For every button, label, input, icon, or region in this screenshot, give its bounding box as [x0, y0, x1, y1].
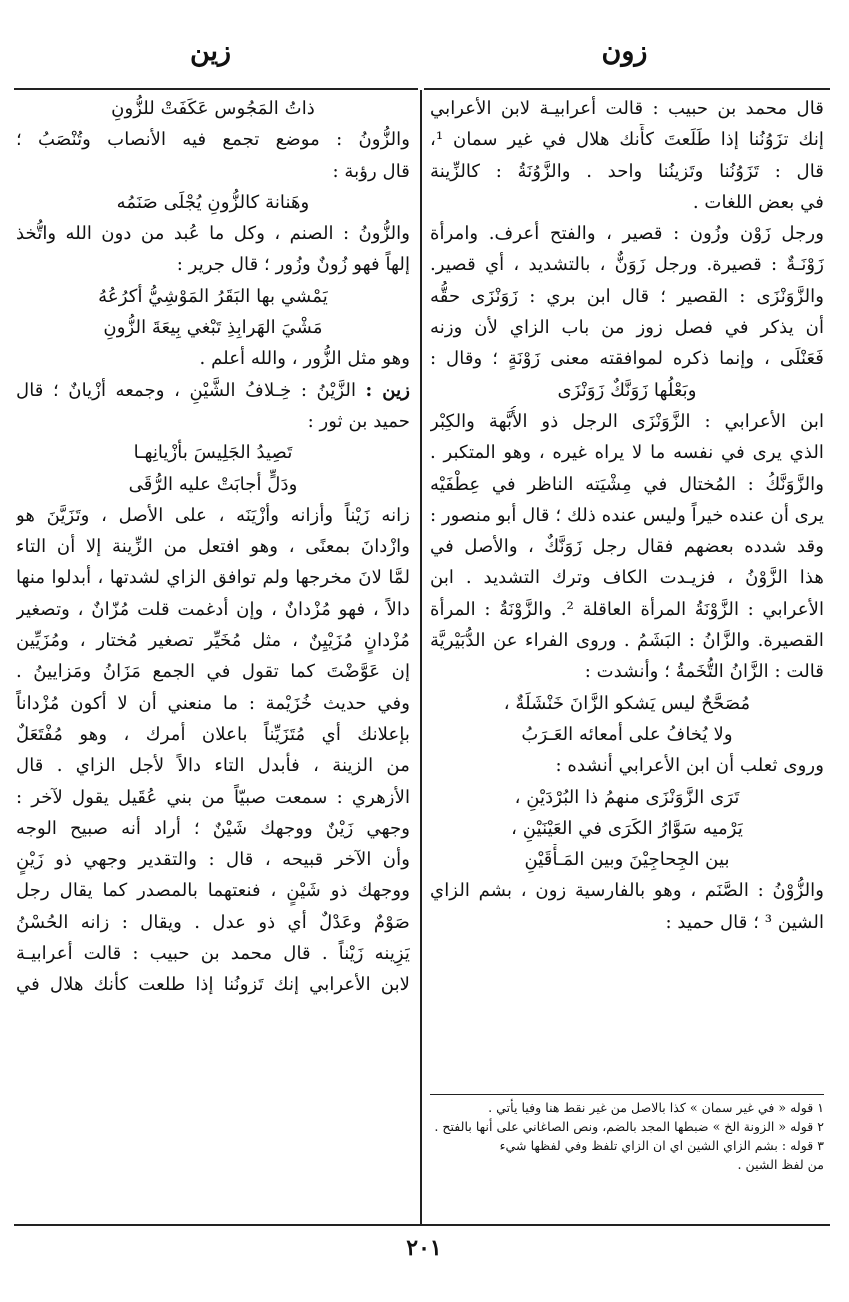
right-column-text — [430, 93, 824, 1093]
text-line: صَوْمٌ وعَدْلٌ أي ذو عدل . ويقال : زانه الحُسْنُ — [16, 911, 410, 933]
text-line: الأعرابي : الزَّوْنَةُ المرأة العاقلة ². والزَّوْنَةُ : المرأة — [430, 598, 824, 620]
footnotes — [430, 1098, 824, 1174]
verse-line: بين الجِحاجِيْنَ وبين المَـأْقَيْنِ — [524, 849, 730, 871]
text-line: مُزْدانٍ مُزَيْيِنٌ ، مثل مُخَيِّر تصغير مُختار ، ومُزَيِّين — [16, 630, 410, 652]
footnote-line: ٣ قوله : بشم الزاي الشين اي ان الزاي تلفظ وفي لفظها شيء — [499, 1138, 824, 1153]
text-line: هذا الزَّوْنُ ، فزيـدت الكاف وترك التشديد . ابن — [430, 567, 824, 589]
text-line: وأن الآخر قبيحه ، قال : والتقدير وجهي ذو زَيْنٍ — [16, 849, 410, 871]
footnote-line: ٢ قوله « الزونة الخ » ضبطها المجد بالضم، ونص الصاغاني على أنها بالفتح . — [434, 1119, 824, 1134]
text-line: والزَّوَنْزَى : القصير ؛ قال ابن بري : زَوَنْزَى حقُّه — [430, 285, 824, 307]
text-line: فَعَنْلَى ، وإنما ذكره لموافقته معنى زَوْنَةٍ ؛ وقال : — [430, 348, 824, 370]
right-column-header: زون — [601, 36, 648, 67]
text-line: وجهي زَيْنٌ ووجهك شَيْنٌ ؛ أراد أنه صبيح الوجه — [16, 817, 410, 839]
text-line: قال رؤبة : — [332, 160, 410, 182]
text-line: والزَّوَنَّكُ : المُختال في مِشْيَته الناظر في عِطْفَيْه — [430, 473, 824, 495]
text-line: يرى أن عنده خيراً وليس عنده ذلك ؛ قال أبو منصور : — [430, 504, 824, 526]
page-number: ٢٠١ — [406, 1235, 442, 1261]
verse-line: ذاتُ المَجُوس عَكَفَتْ للزُّونِ — [111, 98, 315, 119]
verse-line: مَشْيَ الهَرابِذِ تَبْغي بِيعَةَ الزُّونِ — [103, 317, 323, 339]
text-line: والزُّونُ : موضع تجمع فيه الأنصاب وتُنْصَبُ ؛ — [16, 129, 410, 151]
verse-line: وهَنانة كالزُّونِ يُجْلَى صَنَمُه — [116, 191, 310, 213]
left-column-header: زين — [189, 36, 232, 67]
text-line: ووجهك ذو شَيْنٍ ، فنعتهما بالمصدر كما يقال رجل — [16, 880, 410, 902]
footnote-line: ١ قوله « في غير سمان » كذا بالاصل من غير نقط هنا وفيا يأتي . — [488, 1100, 824, 1115]
text-line: زين : الزَّيْنُ : خِـلافُ الشَّيْنِ ، وجمعه أزْيانٌ ؛ قال — [16, 379, 410, 401]
text-line: لمَّا لانَ مخرجها ولم توافق الزاي لشدتها ، أبدلوا منها — [16, 567, 410, 589]
text-line: أن يذكر في فصل زوز من باب الزاي لأن وزنه — [430, 317, 824, 339]
text-line: والزُّوْنُ : الصَّنَم ، وهو بالفارسية زون ، بشم الزاي — [430, 880, 824, 902]
text-line: ورجل زَوْن وزُون : قصير ، والفتح أعرف. وامرأة — [430, 223, 824, 245]
column-divider — [420, 90, 422, 1225]
text-line: زانه زَيْناً وأزانه وأزْيَنَه ، على الأصل ، وتَزَيَّنَ هو — [16, 504, 410, 526]
text-line: دالاً ، فهو مُزْدانٌ ، وإن أدغمت قلت مُزّانٌ ، وتصغير — [16, 598, 410, 620]
verse-line: يَرْميه سَوَّارُ الكَرَى في العَيْنَيْنِ ، — [511, 817, 743, 839]
text-line: القصيرة. والزَّانُ : البَشَمُ . وروى الفراء عن الدُّبَيْريَّة — [430, 630, 824, 652]
text-line: حميد بن ثور : — [307, 410, 410, 432]
verse-line: ودَلٍّ أجابَتْ عليه الرُّقَى — [128, 473, 298, 495]
text-line: قالت : الزَّانُ التُّخَمةُ ؛ وأنشدت : — [584, 661, 824, 683]
text-line: الشين ³ ؛ قال حميد : — [665, 911, 824, 933]
text-line: وهو مثل الزُّور ، والله أعلم . — [199, 348, 410, 370]
text-line: إنك تزَوُنُنا إذا طَلَعتَ كأَنك هلال في غير سمان ¹، — [430, 129, 824, 151]
footnote-rule — [430, 1094, 824, 1095]
bottom-rule — [14, 1224, 830, 1226]
text-line: والزُّونُ : الصنم ، وكل ما عُبد من دون الله واتُّخذ — [16, 223, 410, 245]
verse-line: يَمْشي بها البَقَرُ المَوْشِيُّ أكرُعُهُ — [98, 285, 328, 307]
entry-headword: زين : — [365, 379, 410, 401]
header-rule-right — [424, 88, 830, 90]
verse-line: مُصَحَّحٌ ليس يَشكو الزَّانَ خَنْشَلَةٌ ، — [503, 692, 751, 714]
text-line: من الزينة ، فأبدل التاء دالاً لأجل الزاي . قال — [16, 755, 410, 777]
text-line: وازْدانَ بمعنًى ، وهو افتعل من الزِّينة إلا أن التاء — [16, 536, 410, 558]
text-line: قال محمد بن حبيب : قالت أعرابيـة لابن الأعرابي — [430, 98, 824, 119]
text-line: قال : تَزَوُنُنا وتَزينُنا واحد . والزَّوُنَةُ : كالزِّينة — [430, 160, 824, 182]
text-line: ابن الأعرابي : الزَّوَنْزَى الرجل ذو الأُبَّهة والكِبْر — [430, 410, 824, 432]
verse-line: تَصِيدُ الجَلِيسَ بأزْيانِهـا — [133, 442, 293, 464]
verse-line: وبَعْلُها زَوَنَّكٌ زَوَنْزَى — [557, 379, 697, 401]
text-line: وفي حديث خُزَيْمة : ما منعني أن لا أكون مُزْداناً — [16, 692, 410, 714]
text-line: إن عَوَّضْتَ كما تقول في الجمع مَزَانُ ومَزايينُ . — [16, 661, 410, 683]
left-column-text — [16, 93, 410, 1221]
text-line: زَوْنَـةٌ : قصيرة. ورجل زَوَنٌّ ، بالتشديد ، أي قصير. — [430, 254, 824, 276]
footnote-line: من لفظ الشين . — [737, 1157, 824, 1172]
text-line: يَزِينه زَيْناً . قال محمد بن حبيب : قالت أعرابيـة — [16, 943, 410, 965]
text-line: وروى ثعلب أن ابن الأعرابي أنشده : — [555, 755, 824, 777]
header-rule-left — [14, 88, 418, 90]
text-line: وقد شدده بعضهم فقال رجل زَوَنَّكٌ ، والأصل في — [430, 536, 824, 558]
text-line: إلهاً فهو زُونٌ وزُور ؛ قال جرير : — [176, 254, 410, 276]
verse-line: ولا يُخافُ على أمعائه العَـرَبُ — [521, 723, 733, 745]
text-line: لابن الأعرابي إنك تَزونُنا إذا طلعت كأنك هلال في — [16, 974, 410, 996]
text-line: في بعض اللغات . — [692, 191, 824, 213]
text-line: الأزهري : سمعت صبيّاً من بني عُقَيل يقول لآخر : — [16, 786, 410, 808]
text-line: الذي يرى في نفسه ما لا يراه غيره ، وهو المتكبر . — [430, 442, 824, 464]
verse-line: تَرَى الزَّوَنْزَى منهمُ ذا البُرْدَيْنِ ، — [514, 786, 740, 808]
text-line: بإعلانك أي مُتَزَيِّناً باعلان أمرك ، وهو مُفْتَعَلٌ — [16, 723, 410, 745]
